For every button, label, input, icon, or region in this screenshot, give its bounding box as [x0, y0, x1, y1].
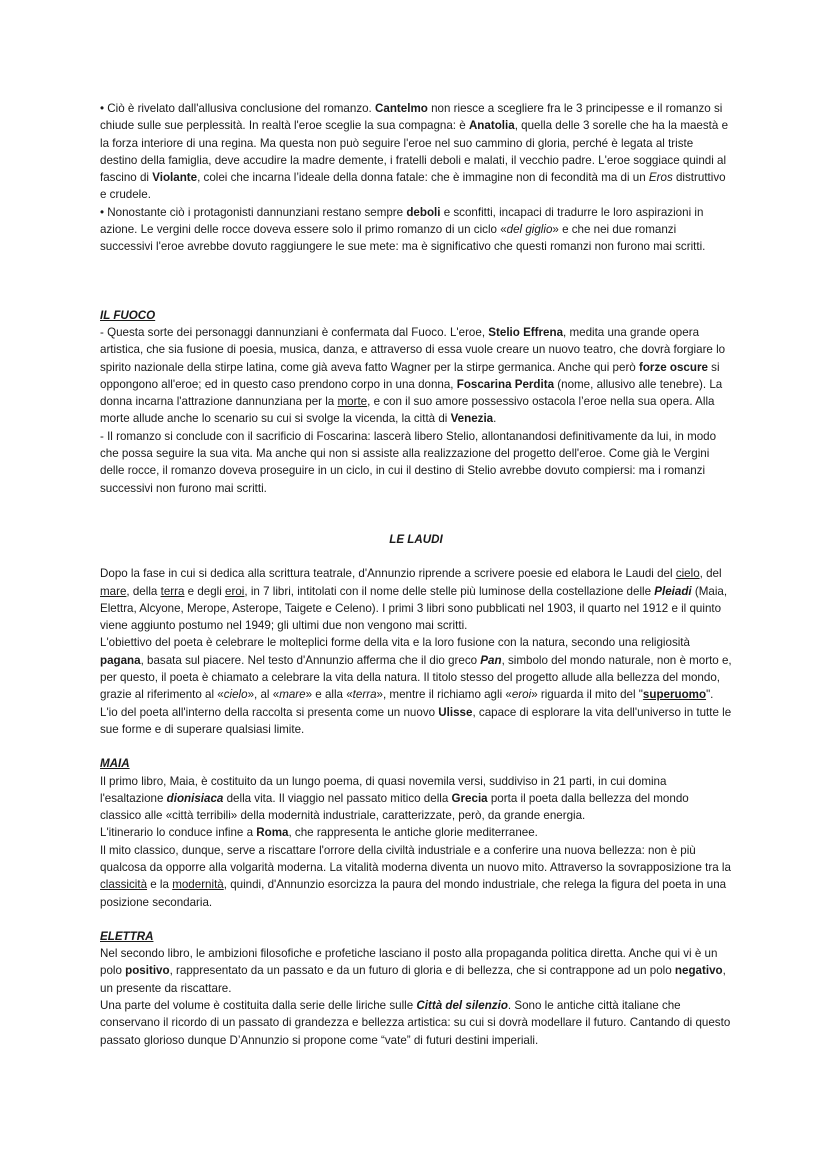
text: della vita. Il viaggio nel passato mitico della: [223, 791, 452, 805]
text: Una parte del volume è costituita dalla serie delle liriche sulle: [100, 999, 417, 1013]
bold-ulisse: Ulisse: [438, 705, 473, 719]
underline-morte: morte: [337, 395, 368, 409]
text: , e con il suo amore possessivo ostacola l’eroe nella sua opera. Alla morte allude anche lo scenario su cui si svolge la vicenda, la città di: [100, 395, 715, 426]
text: Nonostante ciò i protagonisti dannunziani restano sempre: [104, 205, 407, 219]
paragraph-fuoco-2: - Il romanzo si conclude con il sacrificio di Foscarina: lascerà libero Stelio, allontanandosi definitivamente da lui, in modo che possa seguire la sua vita. Ma anche qui non si assiste alla realizzazione del progetto dell'eroe. Come già le Vergini delle rocce, il romanzo doveva proseguire in un ciclo, in cui il destino di Stelio avrebbe dovuto compiersi: ma i romanzi successivi non furono mai scritti.: [100, 429, 717, 495]
bold-violante: Violante: [152, 171, 198, 185]
underline-cielo: cielo: [675, 567, 700, 581]
text: » riguarda il mito del ": [531, 688, 643, 702]
text: (Maia, Elettra, Alcyone, Merope, Asterope, Taigete e Celeno). I primi 3 libri sono pubblicati nel 1903, il quarto nel 1912 e il quinto viene aggiunto postumo nel 1949; gli ultimi due non vengono mai scritti.: [100, 584, 728, 633]
text: e la: [147, 878, 173, 892]
text: , del: [699, 567, 722, 581]
text: , capace di esplorare la vita dell'universo in tutte le sue forme e di superare qualsiasi limite.: [100, 705, 732, 736]
bullet: •: [100, 102, 105, 115]
paragraph-maia-1: [100, 773, 732, 825]
spacer: [100, 548, 732, 565]
heading-elettra: ELETTRA: [100, 929, 154, 943]
text: L'obiettivo del poeta è celebrare le molteplici forme della vita e la loro fusione con la natura, secondo una religiosità: [100, 636, 690, 650]
title-le-laudi: LE LAUDI: [389, 532, 443, 546]
italic-cielo: cielo: [223, 688, 248, 702]
text: , rappresentato da un passato e da un futuro di gloria e di bellezza, che si contrappone ad un polo: [169, 964, 675, 978]
text: si oppongono all'eroe; ed in questo caso prendono corpo in una donna,: [100, 360, 720, 391]
text: , in 7 libri, intitolati con il nome delle stelle più luminose della costellazione delle: [244, 584, 655, 598]
text: », mentre il richiamo agli «: [376, 688, 512, 702]
text: , che rappresenta le antiche glorie mediterranee.: [288, 826, 538, 840]
bold-forze-oscure: forze oscure: [638, 360, 708, 374]
document-page: [100, 100, 732, 1049]
bold-deboli: deboli: [406, 205, 441, 219]
text: L'itinerario lo conduce infine a: [100, 826, 257, 840]
bold-italic-dionisiaca: dionisiaca: [166, 791, 224, 805]
italic-giglio: del giglio: [506, 223, 553, 237]
spacer: [100, 497, 732, 531]
bold-grecia: Grecia: [451, 791, 488, 805]
heading-maia: MAIA: [100, 757, 130, 771]
italic-eros: Eros: [648, 171, 673, 185]
text: - Questa sorte dei personaggi dannunziani è confermata dal Fuoco. L'eroe,: [100, 325, 489, 339]
text: , quella delle 3 sorelle che ha la maestà e la forza interiore di una regina. Ma questa non può seguire l'eroe nel suo cammino di gloria, perché è legata al triste destino della famiglia, deve accudire la madre demente, i fratelli deboli e malati, il vecchio padre. L'eroe soggiace quindi al fascino di: [100, 119, 729, 185]
paragraph-laudi-2: [100, 634, 732, 738]
spacer: [100, 738, 732, 755]
text: distruttivo e crudele.: [100, 171, 726, 202]
text: , un presente da riscattare.: [100, 964, 726, 995]
text: Nel secondo libro, le ambizioni filosofiche e profetiche lasciano il posto alla propaganda politica diretta. Anche qui vi è un polo: [100, 947, 718, 978]
text: », al «: [247, 688, 280, 702]
bold-italic-pan: Pan: [480, 653, 502, 667]
paragraph-conclusione: [100, 100, 732, 204]
text: , quindi, d'Annunzio esorcizza la paura del mondo industriale, che relega la figura del poeta in una posizione secondaria.: [100, 878, 727, 909]
text: , basata sul piacere. Nel testo d'Annunzio afferma che il dio greco: [140, 653, 481, 667]
bold-underline-superuomo: superuomo: [642, 688, 707, 702]
paragraph-maia-2: [100, 824, 732, 841]
spacer: [100, 256, 732, 307]
text: ". L'io del poeta all'interno della raccolta si presenta come un nuovo: [100, 688, 714, 719]
bold-foscarina: Foscarina Perdita: [456, 377, 555, 391]
text: Il mito classico, dunque, serve a riscattare l'orrore della civiltà industriale e a conferire una nuova bellezza: non è più qualcosa da opporre alla volgarità moderna. La vitalità moderna diventa un nuovo mito. Attraverso la sovrapposizione tra la: [100, 843, 731, 874]
italic-mare: mare: [279, 688, 306, 702]
underline-mare: mare: [100, 584, 127, 598]
heading-il-fuoco: IL FUOCO: [100, 308, 156, 322]
text: Dopo la fase in cui si dedica alla scrittura teatrale, d'Annunzio riprende a scrivere poesie ed elabora le Laudi del: [100, 567, 676, 581]
text: .: [493, 412, 497, 426]
underline-eroi: eroi: [225, 584, 245, 598]
text: » e che nei due romanzi successivi l'eroe avrebbe dovuto raggiungere le sue mete: ma è significativo che questi romanzi non furono mai scritti.: [100, 223, 706, 254]
text: e degli: [184, 584, 226, 598]
bold-venezia: Venezia: [450, 412, 494, 426]
text: (nome, allusivo alle tenebre). La donna incarna l'attrazione dannunziana per la: [100, 377, 723, 409]
text: e sconfitti, incapaci di tradurre le loro aspirazioni in azione. Le vergini delle rocce doveva essere solo il primo romanzo di un ciclo «: [100, 205, 704, 237]
text: porta il poeta dalla bellezza del mondo classico alle «città terribili» della modernità industriale, caratterizzate, però, da grande energia.: [100, 791, 689, 823]
paragraph-protagonisti: [100, 204, 732, 256]
text: » e alla «: [305, 688, 353, 702]
paragraph-elettra-2: [100, 997, 732, 1049]
italic-eroi: eroi: [511, 688, 532, 702]
bold-negativo: negativo: [674, 964, 723, 978]
text: Il primo libro, Maia, è costituito da un lungo poema, di quasi novemila versi, suddiviso in 21 parti, in cui domina l'esaltazione: [100, 774, 667, 805]
paragraph-elettra-1: [100, 945, 732, 997]
underline-terra: terra: [160, 584, 185, 598]
bold-roma: Roma: [256, 826, 289, 840]
spacer: [100, 911, 732, 928]
text: , simbolo del mondo naturale, non è morto e, per questo, il poeta è chiamato a celebrare la vita della natura. Il titolo stesso del progetto allude alla bellezza del mondo, grazie al riferimento al «: [100, 653, 732, 702]
underline-modernita: modernità: [172, 878, 224, 892]
bold-pagana: pagana: [100, 653, 141, 667]
text: Ciò è rivelato dall'allusiva conclusione del romanzo.: [104, 102, 376, 115]
paragraph-laudi-1: [100, 565, 732, 634]
bold-cantelmo: Cantelmo: [375, 102, 428, 115]
paragraph-maia-3: [100, 842, 732, 911]
bold-positivo: positivo: [125, 964, 170, 978]
text: non riesce a scegliere fra le 3 principesse e il romanzo si chiude sulle sue perplessità. In realtà l'eroe sceglie la sua compagna: è: [100, 102, 723, 133]
text: , della: [126, 584, 161, 598]
text: , colei che incarna l’ideale della donna fatale: che è immagine non di fecondità ma di un: [197, 171, 649, 185]
bold-italic-pleiadi: Pleiadi: [654, 584, 692, 598]
bold-stelio: Stelio Effrena: [488, 325, 564, 339]
underline-classicita: classicità: [100, 878, 148, 892]
bold-anatolia: Anatolia: [468, 119, 515, 133]
italic-terra: terra: [352, 688, 377, 702]
paragraph-fuoco-1: [100, 324, 732, 428]
text: , medita una grande opera artistica, che sia fusione di poesia, musica, danza, e attraverso di essa vuole creare un nuovo teatro, che dovrà forgiare lo spirito nazionale della stirpe latina, come già aveva fatto Wagner per la stirpe germanica. Anche qui però: [100, 325, 726, 374]
bullet: •: [100, 205, 105, 219]
bold-italic-citta-del-silenzio: Città del silenzio: [416, 999, 508, 1013]
text: . Sono le antiche città italiane che conservano il ricordo di un passato di grandezza e bellezza artistica: su cui si dovrà modellare il futuro. Cantando di questo passato glorioso dunque D’Annunzio si propone come “vate” di futuri destini imperiali.: [100, 999, 731, 1047]
